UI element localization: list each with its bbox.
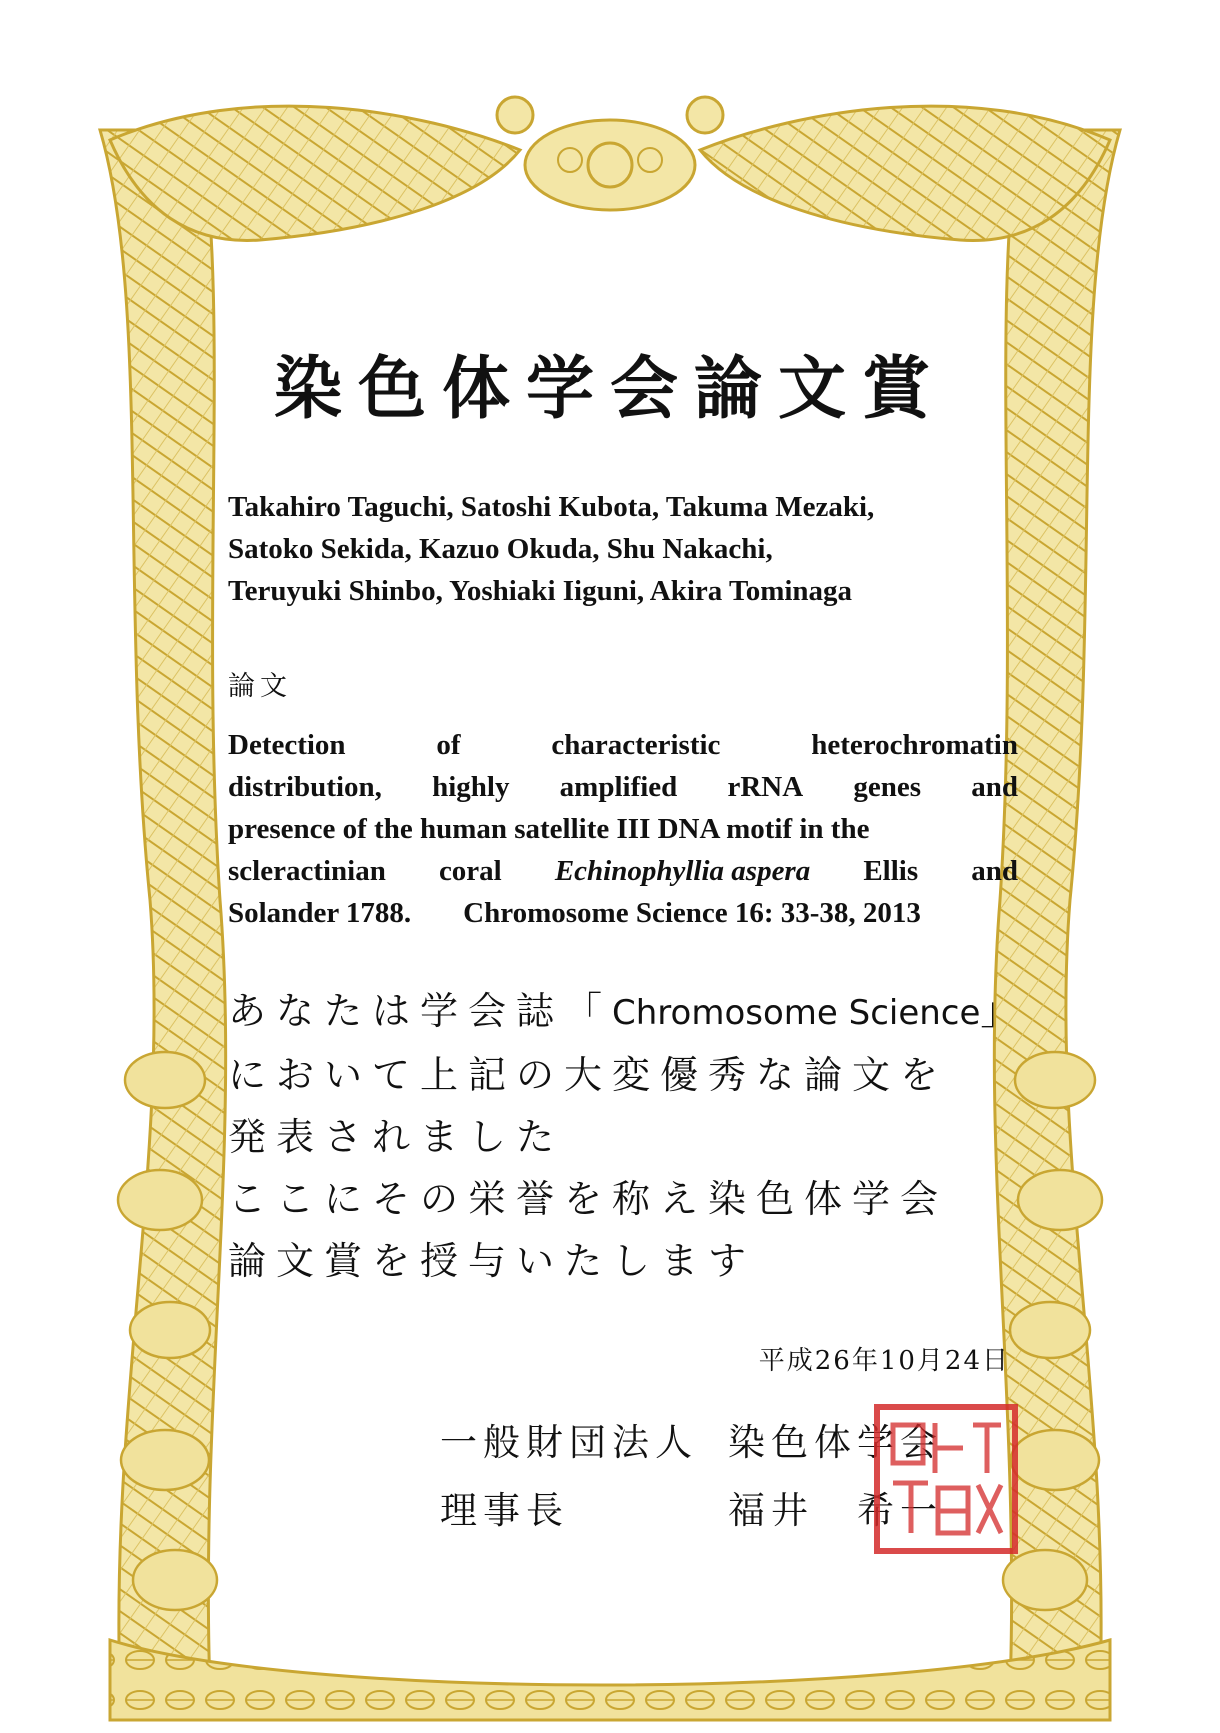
president-name: 福井 希一 <box>728 1489 943 1532</box>
word: Detection <box>228 729 346 761</box>
word: distribution, <box>228 771 382 803</box>
statement-line: において上記の大変優秀な論文を <box>228 1053 949 1097</box>
organization-name: 染色体学会 <box>728 1421 943 1464</box>
statement-text: あなたは学会誌「 <box>228 989 613 1033</box>
journal-citation: Chromosome Science 16: 33-38, 2013 <box>463 897 921 929</box>
paper-citation <box>228 724 1018 934</box>
statement-line: ここにその栄誉を称え染色体学会 <box>228 1177 949 1221</box>
word: and <box>971 855 1018 887</box>
paper-line-4 <box>228 850 1018 892</box>
journal-name: Chromosome Science <box>612 993 981 1033</box>
award-date: 平成26年10月24日 <box>758 1346 1010 1376</box>
right-phoenix-wing <box>700 106 1110 240</box>
paper-line-5 <box>228 892 1018 934</box>
word: Ellis <box>863 855 919 887</box>
word: scleractinian <box>228 855 386 887</box>
word: heterochromatin <box>811 729 1018 761</box>
line-text: presence of the human satellite III DNA motif in the <box>228 813 870 845</box>
author-list <box>228 486 1026 612</box>
word: highly <box>432 771 510 803</box>
president-title: 理事長 <box>440 1489 569 1532</box>
species-name: Echinophyllia aspera <box>554 855 811 887</box>
statement-line: 発表されました <box>228 1115 565 1159</box>
statement-line <box>228 980 1028 1044</box>
author-line: Satoko Sekida, Kazuo Okuda, Shu Nakachi, <box>228 533 773 565</box>
word: coral <box>438 855 502 887</box>
right-phoenix-head <box>687 97 723 133</box>
award-title: 染色体学会論文賞 <box>273 349 946 429</box>
statement-text: 」 <box>980 989 1029 1033</box>
paper-label: 論文 <box>228 671 292 702</box>
author-line: Takahiro Taguchi, Satoshi Kubota, Takuma Mezaki, <box>228 491 875 523</box>
word: amplified <box>559 771 678 803</box>
left-phoenix-wing <box>110 106 520 240</box>
word: genes <box>853 771 922 803</box>
paper-line-1 <box>228 724 1018 766</box>
top-center-ornament <box>525 120 695 210</box>
word: of <box>436 729 461 761</box>
award-statement <box>228 980 1028 1292</box>
red-square-seal-icon <box>873 1403 1019 1555</box>
author-line: Teruyuki Shinbo, Yoshiaki Iiguni, Akira Tominaga <box>228 575 853 607</box>
bottom-leaf-band <box>110 1640 1110 1720</box>
paper-line-3 <box>228 808 1018 850</box>
paper-line-2 <box>228 766 1018 808</box>
word: characteristic <box>551 729 721 761</box>
statement-line: 論文賞を授与いたします <box>228 1239 757 1283</box>
word: rRNA <box>727 771 804 803</box>
word: and <box>971 771 1018 803</box>
line-text: Solander 1788. <box>228 897 412 929</box>
organization-type: 一般財団法人 <box>440 1421 698 1464</box>
left-phoenix-head <box>497 97 533 133</box>
